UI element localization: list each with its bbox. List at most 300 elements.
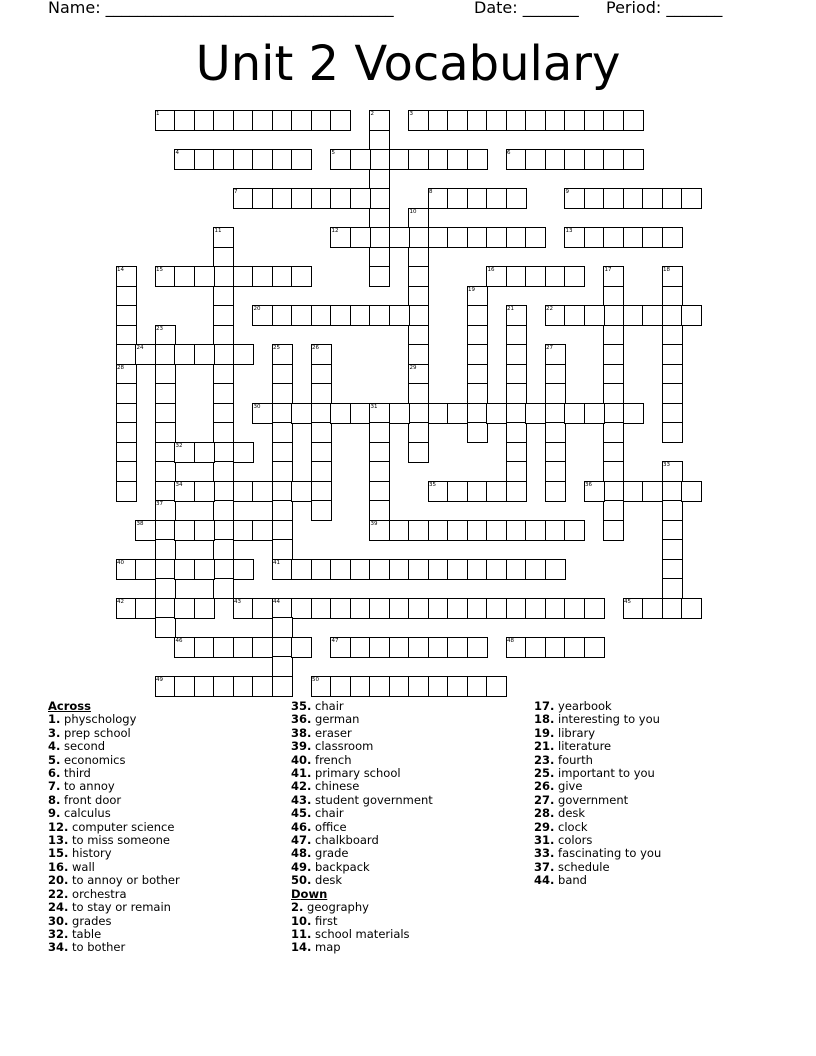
grid-cell[interactable] bbox=[545, 481, 566, 502]
grid-cell[interactable] bbox=[662, 461, 683, 482]
grid-cell[interactable] bbox=[486, 403, 507, 424]
grid-cell[interactable] bbox=[174, 598, 195, 619]
grid-cell[interactable] bbox=[369, 110, 390, 131]
grid-cell[interactable] bbox=[135, 598, 156, 619]
grid-cell[interactable] bbox=[525, 598, 546, 619]
grid-cell[interactable] bbox=[213, 403, 234, 424]
grid-cell[interactable] bbox=[408, 286, 429, 307]
grid-cell[interactable] bbox=[252, 305, 273, 326]
grid-cell[interactable] bbox=[486, 227, 507, 248]
grid-cell[interactable] bbox=[603, 305, 624, 326]
grid-cell[interactable] bbox=[467, 422, 488, 443]
grid-cell[interactable] bbox=[603, 442, 624, 463]
grid-cell[interactable] bbox=[389, 559, 410, 580]
grid-cell[interactable] bbox=[467, 188, 488, 209]
grid-cell[interactable] bbox=[291, 266, 312, 287]
grid-cell[interactable] bbox=[603, 383, 624, 404]
grid-cell[interactable] bbox=[506, 461, 527, 482]
grid-cell[interactable] bbox=[233, 149, 254, 170]
grid-cell[interactable] bbox=[467, 403, 488, 424]
grid-cell[interactable] bbox=[623, 305, 644, 326]
grid-cell[interactable] bbox=[662, 578, 683, 599]
grid-cell[interactable] bbox=[447, 110, 468, 131]
grid-cell[interactable] bbox=[662, 500, 683, 521]
grid-cell[interactable] bbox=[408, 422, 429, 443]
grid-cell[interactable] bbox=[272, 559, 293, 580]
grid-cell[interactable] bbox=[545, 637, 566, 658]
grid-cell[interactable] bbox=[486, 188, 507, 209]
grid-cell[interactable] bbox=[603, 227, 624, 248]
grid-cell[interactable] bbox=[369, 227, 390, 248]
grid-cell[interactable] bbox=[155, 461, 176, 482]
grid-cell[interactable] bbox=[467, 227, 488, 248]
grid-cell[interactable] bbox=[311, 481, 332, 502]
grid-cell[interactable] bbox=[545, 149, 566, 170]
grid-cell[interactable] bbox=[272, 149, 293, 170]
grid-cell[interactable] bbox=[252, 149, 273, 170]
grid-cell[interactable] bbox=[311, 442, 332, 463]
grid-cell[interactable] bbox=[311, 364, 332, 385]
grid-cell[interactable] bbox=[350, 637, 371, 658]
grid-cell[interactable] bbox=[564, 110, 585, 131]
grid-cell[interactable] bbox=[116, 481, 137, 502]
grid-cell[interactable] bbox=[467, 676, 488, 697]
grid-cell[interactable] bbox=[213, 539, 234, 560]
grid-cell[interactable] bbox=[135, 344, 156, 365]
grid-cell[interactable] bbox=[272, 344, 293, 365]
grid-cell[interactable] bbox=[369, 169, 390, 190]
grid-cell[interactable] bbox=[681, 305, 702, 326]
grid-cell[interactable] bbox=[155, 110, 176, 131]
grid-cell[interactable] bbox=[213, 481, 234, 502]
grid-cell[interactable] bbox=[603, 325, 624, 346]
grid-cell[interactable] bbox=[155, 403, 176, 424]
grid-cell[interactable] bbox=[116, 305, 137, 326]
grid-cell[interactable] bbox=[662, 364, 683, 385]
grid-cell[interactable] bbox=[213, 520, 234, 541]
grid-cell[interactable] bbox=[369, 403, 390, 424]
grid-cell[interactable] bbox=[116, 598, 137, 619]
grid-cell[interactable] bbox=[233, 344, 254, 365]
grid-cell[interactable] bbox=[564, 520, 585, 541]
grid-cell[interactable] bbox=[311, 110, 332, 131]
grid-cell[interactable] bbox=[642, 227, 663, 248]
grid-cell[interactable] bbox=[408, 305, 429, 326]
grid-cell[interactable] bbox=[506, 442, 527, 463]
grid-cell[interactable] bbox=[174, 676, 195, 697]
grid-cell[interactable] bbox=[350, 149, 371, 170]
grid-cell[interactable] bbox=[428, 188, 449, 209]
grid-cell[interactable] bbox=[584, 403, 605, 424]
grid-cell[interactable] bbox=[545, 344, 566, 365]
grid-cell[interactable] bbox=[545, 364, 566, 385]
grid-cell[interactable] bbox=[408, 637, 429, 658]
grid-cell[interactable] bbox=[584, 110, 605, 131]
grid-cell[interactable] bbox=[447, 676, 468, 697]
grid-cell[interactable] bbox=[272, 305, 293, 326]
grid-cell[interactable] bbox=[350, 305, 371, 326]
grid-cell[interactable] bbox=[545, 266, 566, 287]
grid-cell[interactable] bbox=[428, 403, 449, 424]
grid-cell[interactable] bbox=[116, 461, 137, 482]
grid-cell[interactable] bbox=[467, 520, 488, 541]
grid-cell[interactable] bbox=[369, 422, 390, 443]
grid-cell[interactable] bbox=[545, 461, 566, 482]
grid-cell[interactable] bbox=[233, 188, 254, 209]
grid-cell[interactable] bbox=[545, 442, 566, 463]
grid-cell[interactable] bbox=[272, 266, 293, 287]
grid-cell[interactable] bbox=[135, 520, 156, 541]
grid-cell[interactable] bbox=[350, 227, 371, 248]
grid-cell[interactable] bbox=[467, 598, 488, 619]
grid-cell[interactable] bbox=[467, 637, 488, 658]
grid-cell[interactable] bbox=[486, 520, 507, 541]
grid-cell[interactable] bbox=[545, 403, 566, 424]
grid-cell[interactable] bbox=[116, 559, 137, 580]
grid-cell[interactable] bbox=[564, 637, 585, 658]
grid-cell[interactable] bbox=[369, 461, 390, 482]
grid-cell[interactable] bbox=[564, 305, 585, 326]
grid-cell[interactable] bbox=[155, 442, 176, 463]
grid-cell[interactable] bbox=[467, 110, 488, 131]
grid-cell[interactable] bbox=[408, 208, 429, 229]
grid-cell[interactable] bbox=[623, 188, 644, 209]
grid-cell[interactable] bbox=[330, 676, 351, 697]
grid-cell[interactable] bbox=[350, 403, 371, 424]
grid-cell[interactable] bbox=[155, 325, 176, 346]
grid-cell[interactable] bbox=[623, 481, 644, 502]
grid-cell[interactable] bbox=[330, 149, 351, 170]
grid-cell[interactable] bbox=[174, 266, 195, 287]
grid-cell[interactable] bbox=[428, 227, 449, 248]
grid-cell[interactable] bbox=[272, 110, 293, 131]
grid-cell[interactable] bbox=[506, 110, 527, 131]
grid-cell[interactable] bbox=[116, 266, 137, 287]
grid-cell[interactable] bbox=[642, 598, 663, 619]
grid-cell[interactable] bbox=[155, 383, 176, 404]
grid-cell[interactable] bbox=[447, 227, 468, 248]
grid-cell[interactable] bbox=[467, 364, 488, 385]
grid-cell[interactable] bbox=[506, 403, 527, 424]
grid-cell[interactable] bbox=[272, 598, 293, 619]
grid-cell[interactable] bbox=[467, 325, 488, 346]
grid-cell[interactable] bbox=[584, 305, 605, 326]
grid-cell[interactable] bbox=[603, 422, 624, 443]
grid-cell[interactable] bbox=[291, 481, 312, 502]
grid-cell[interactable] bbox=[369, 442, 390, 463]
grid-cell[interactable] bbox=[213, 247, 234, 268]
grid-cell[interactable] bbox=[681, 481, 702, 502]
grid-cell[interactable] bbox=[467, 383, 488, 404]
grid-cell[interactable] bbox=[467, 559, 488, 580]
grid-cell[interactable] bbox=[545, 383, 566, 404]
grid-cell[interactable] bbox=[311, 188, 332, 209]
grid-cell[interactable] bbox=[291, 149, 312, 170]
grid-cell[interactable] bbox=[428, 598, 449, 619]
grid-cell[interactable] bbox=[506, 520, 527, 541]
grid-cell[interactable] bbox=[584, 227, 605, 248]
grid-cell[interactable] bbox=[272, 676, 293, 697]
grid-cell[interactable] bbox=[369, 500, 390, 521]
grid-cell[interactable] bbox=[408, 383, 429, 404]
grid-cell[interactable] bbox=[155, 422, 176, 443]
grid-cell[interactable] bbox=[584, 598, 605, 619]
grid-cell[interactable] bbox=[330, 227, 351, 248]
grid-cell[interactable] bbox=[369, 637, 390, 658]
grid-cell[interactable] bbox=[447, 520, 468, 541]
grid-cell[interactable] bbox=[662, 559, 683, 580]
grid-cell[interactable] bbox=[681, 598, 702, 619]
grid-cell[interactable] bbox=[506, 559, 527, 580]
grid-cell[interactable] bbox=[408, 598, 429, 619]
grid-cell[interactable] bbox=[213, 286, 234, 307]
grid-cell[interactable] bbox=[428, 637, 449, 658]
grid-cell[interactable] bbox=[272, 422, 293, 443]
grid-cell[interactable] bbox=[525, 149, 546, 170]
grid-cell[interactable] bbox=[252, 110, 273, 131]
grid-cell[interactable] bbox=[389, 149, 410, 170]
grid-cell[interactable] bbox=[213, 578, 234, 599]
grid-cell[interactable] bbox=[213, 422, 234, 443]
grid-cell[interactable] bbox=[272, 364, 293, 385]
grid-cell[interactable] bbox=[116, 442, 137, 463]
grid-cell[interactable] bbox=[584, 481, 605, 502]
grid-cell[interactable] bbox=[369, 520, 390, 541]
grid-cell[interactable] bbox=[194, 598, 215, 619]
grid-cell[interactable] bbox=[330, 403, 351, 424]
grid-cell[interactable] bbox=[194, 637, 215, 658]
grid-cell[interactable] bbox=[681, 188, 702, 209]
grid-cell[interactable] bbox=[662, 305, 683, 326]
grid-cell[interactable] bbox=[369, 481, 390, 502]
grid-cell[interactable] bbox=[564, 227, 585, 248]
grid-cell[interactable] bbox=[291, 305, 312, 326]
grid-cell[interactable] bbox=[194, 559, 215, 580]
grid-cell[interactable] bbox=[272, 539, 293, 560]
grid-cell[interactable] bbox=[389, 305, 410, 326]
grid-cell[interactable] bbox=[525, 110, 546, 131]
grid-cell[interactable] bbox=[174, 344, 195, 365]
grid-cell[interactable] bbox=[116, 286, 137, 307]
grid-cell[interactable] bbox=[389, 637, 410, 658]
grid-cell[interactable] bbox=[213, 227, 234, 248]
grid-cell[interactable] bbox=[369, 598, 390, 619]
grid-cell[interactable] bbox=[174, 520, 195, 541]
grid-cell[interactable] bbox=[642, 305, 663, 326]
grid-cell[interactable] bbox=[311, 403, 332, 424]
grid-cell[interactable] bbox=[116, 422, 137, 443]
grid-cell[interactable] bbox=[603, 520, 624, 541]
grid-cell[interactable] bbox=[603, 364, 624, 385]
grid-cell[interactable] bbox=[545, 422, 566, 443]
grid-cell[interactable] bbox=[233, 481, 254, 502]
grid-cell[interactable] bbox=[213, 344, 234, 365]
grid-cell[interactable] bbox=[369, 266, 390, 287]
grid-cell[interactable] bbox=[564, 598, 585, 619]
grid-cell[interactable] bbox=[272, 481, 293, 502]
grid-cell[interactable] bbox=[194, 442, 215, 463]
grid-cell[interactable] bbox=[155, 676, 176, 697]
grid-cell[interactable] bbox=[603, 500, 624, 521]
grid-cell[interactable] bbox=[428, 676, 449, 697]
grid-cell[interactable] bbox=[603, 149, 624, 170]
grid-cell[interactable] bbox=[662, 266, 683, 287]
grid-cell[interactable] bbox=[213, 676, 234, 697]
grid-cell[interactable] bbox=[272, 520, 293, 541]
grid-cell[interactable] bbox=[194, 676, 215, 697]
grid-cell[interactable] bbox=[545, 520, 566, 541]
grid-cell[interactable] bbox=[135, 559, 156, 580]
grid-cell[interactable] bbox=[252, 188, 273, 209]
grid-cell[interactable] bbox=[213, 559, 234, 580]
grid-cell[interactable] bbox=[213, 325, 234, 346]
grid-cell[interactable] bbox=[506, 422, 527, 443]
grid-cell[interactable] bbox=[428, 110, 449, 131]
grid-cell[interactable] bbox=[603, 344, 624, 365]
grid-cell[interactable] bbox=[252, 676, 273, 697]
grid-cell[interactable] bbox=[213, 364, 234, 385]
grid-cell[interactable] bbox=[233, 559, 254, 580]
grid-cell[interactable] bbox=[506, 149, 527, 170]
grid-cell[interactable] bbox=[662, 383, 683, 404]
grid-cell[interactable] bbox=[642, 188, 663, 209]
grid-cell[interactable] bbox=[174, 110, 195, 131]
grid-cell[interactable] bbox=[369, 305, 390, 326]
grid-cell[interactable] bbox=[447, 637, 468, 658]
grid-cell[interactable] bbox=[116, 325, 137, 346]
grid-cell[interactable] bbox=[369, 208, 390, 229]
grid-cell[interactable] bbox=[642, 481, 663, 502]
grid-cell[interactable] bbox=[506, 481, 527, 502]
grid-cell[interactable] bbox=[311, 305, 332, 326]
grid-cell[interactable] bbox=[252, 481, 273, 502]
grid-cell[interactable] bbox=[233, 266, 254, 287]
grid-cell[interactable] bbox=[389, 227, 410, 248]
grid-cell[interactable] bbox=[584, 637, 605, 658]
grid-cell[interactable] bbox=[408, 227, 429, 248]
grid-cell[interactable] bbox=[233, 110, 254, 131]
grid-cell[interactable] bbox=[272, 656, 293, 677]
grid-cell[interactable] bbox=[447, 598, 468, 619]
grid-cell[interactable] bbox=[252, 266, 273, 287]
grid-cell[interactable] bbox=[350, 676, 371, 697]
grid-cell[interactable] bbox=[467, 149, 488, 170]
grid-cell[interactable] bbox=[155, 266, 176, 287]
grid-cell[interactable] bbox=[252, 637, 273, 658]
grid-cell[interactable] bbox=[428, 481, 449, 502]
grid-cell[interactable] bbox=[506, 325, 527, 346]
grid-cell[interactable] bbox=[486, 110, 507, 131]
grid-cell[interactable] bbox=[369, 188, 390, 209]
grid-cell[interactable] bbox=[213, 110, 234, 131]
grid-cell[interactable] bbox=[408, 559, 429, 580]
grid-cell[interactable] bbox=[155, 598, 176, 619]
grid-cell[interactable] bbox=[116, 383, 137, 404]
grid-cell[interactable] bbox=[447, 149, 468, 170]
grid-cell[interactable] bbox=[564, 403, 585, 424]
grid-cell[interactable] bbox=[252, 598, 273, 619]
grid-cell[interactable] bbox=[272, 403, 293, 424]
grid-cell[interactable] bbox=[174, 481, 195, 502]
grid-cell[interactable] bbox=[116, 364, 137, 385]
grid-cell[interactable] bbox=[584, 149, 605, 170]
grid-cell[interactable] bbox=[311, 598, 332, 619]
grid-cell[interactable] bbox=[506, 188, 527, 209]
grid-cell[interactable] bbox=[155, 481, 176, 502]
grid-cell[interactable] bbox=[213, 442, 234, 463]
grid-cell[interactable] bbox=[525, 403, 546, 424]
grid-cell[interactable] bbox=[194, 110, 215, 131]
grid-cell[interactable] bbox=[252, 520, 273, 541]
grid-cell[interactable] bbox=[447, 559, 468, 580]
grid-cell[interactable] bbox=[506, 305, 527, 326]
grid-cell[interactable] bbox=[272, 637, 293, 658]
grid-cell[interactable] bbox=[233, 676, 254, 697]
grid-cell[interactable] bbox=[408, 520, 429, 541]
grid-cell[interactable] bbox=[603, 188, 624, 209]
grid-cell[interactable] bbox=[311, 461, 332, 482]
grid-cell[interactable] bbox=[467, 481, 488, 502]
grid-cell[interactable] bbox=[213, 383, 234, 404]
grid-cell[interactable] bbox=[545, 559, 566, 580]
grid-cell[interactable] bbox=[603, 403, 624, 424]
grid-cell[interactable] bbox=[213, 305, 234, 326]
grid-cell[interactable] bbox=[213, 266, 234, 287]
grid-cell[interactable] bbox=[330, 598, 351, 619]
grid-cell[interactable] bbox=[291, 403, 312, 424]
grid-cell[interactable] bbox=[174, 637, 195, 658]
grid-cell[interactable] bbox=[467, 305, 488, 326]
grid-cell[interactable] bbox=[486, 676, 507, 697]
grid-cell[interactable] bbox=[311, 559, 332, 580]
grid-cell[interactable] bbox=[389, 676, 410, 697]
grid-cell[interactable] bbox=[213, 637, 234, 658]
grid-cell[interactable] bbox=[662, 422, 683, 443]
grid-cell[interactable] bbox=[545, 305, 566, 326]
grid-cell[interactable] bbox=[311, 676, 332, 697]
grid-cell[interactable] bbox=[506, 266, 527, 287]
grid-cell[interactable] bbox=[330, 305, 351, 326]
grid-cell[interactable] bbox=[525, 520, 546, 541]
grid-cell[interactable] bbox=[506, 598, 527, 619]
grid-cell[interactable] bbox=[428, 520, 449, 541]
grid-cell[interactable] bbox=[233, 598, 254, 619]
grid-cell[interactable] bbox=[116, 403, 137, 424]
grid-cell[interactable] bbox=[447, 481, 468, 502]
grid-cell[interactable] bbox=[545, 598, 566, 619]
grid-cell[interactable] bbox=[155, 344, 176, 365]
grid-cell[interactable] bbox=[623, 227, 644, 248]
grid-cell[interactable] bbox=[545, 110, 566, 131]
grid-cell[interactable] bbox=[486, 559, 507, 580]
grid-cell[interactable] bbox=[603, 110, 624, 131]
grid-cell[interactable] bbox=[584, 188, 605, 209]
grid-cell[interactable] bbox=[389, 520, 410, 541]
grid-cell[interactable] bbox=[506, 227, 527, 248]
grid-cell[interactable] bbox=[623, 403, 644, 424]
grid-cell[interactable] bbox=[194, 520, 215, 541]
grid-cell[interactable] bbox=[291, 188, 312, 209]
grid-cell[interactable] bbox=[369, 247, 390, 268]
grid-cell[interactable] bbox=[155, 578, 176, 599]
grid-cell[interactable] bbox=[662, 227, 683, 248]
grid-cell[interactable] bbox=[233, 520, 254, 541]
grid-cell[interactable] bbox=[662, 286, 683, 307]
grid-cell[interactable] bbox=[155, 520, 176, 541]
grid-cell[interactable] bbox=[408, 247, 429, 268]
grid-cell[interactable] bbox=[603, 461, 624, 482]
grid-cell[interactable] bbox=[564, 149, 585, 170]
